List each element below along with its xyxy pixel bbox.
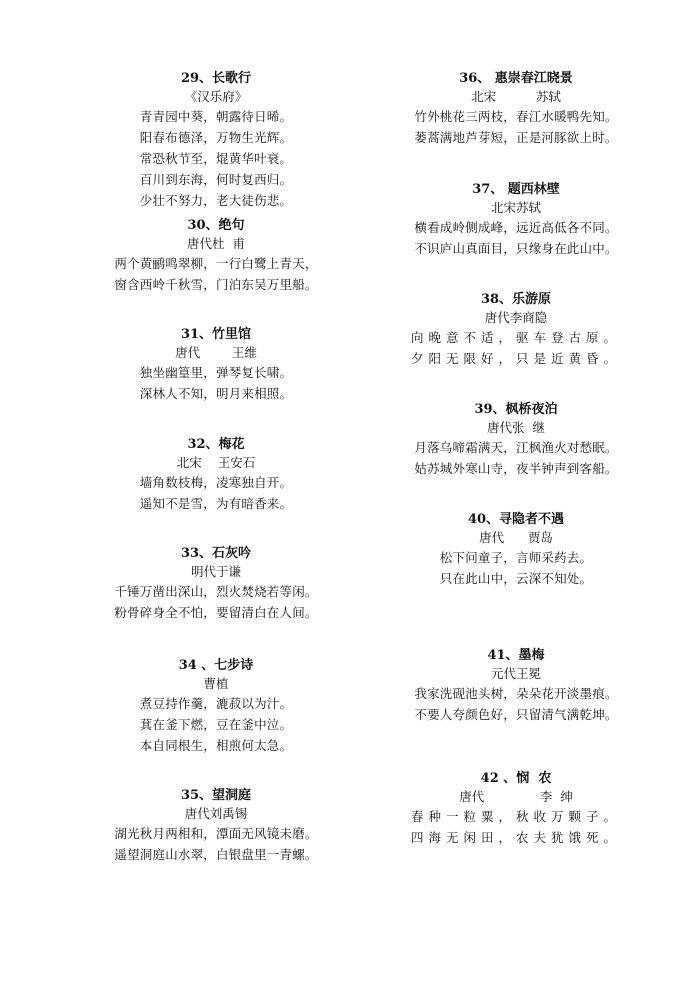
poem-title: 42 、悯 农 (480, 771, 552, 786)
poem-line: 百川到东海，何时复西归。 (139, 172, 293, 187)
poem-author: 曹植 (203, 676, 229, 691)
poem-author: 唐代张 继 (487, 420, 545, 435)
poem-title: 41、墨梅 (487, 648, 545, 663)
poem-author: 唐代杜 甫 (187, 236, 245, 251)
poem-line: 遥望洞庭山水翠，白银盘里一青螺。 (114, 847, 318, 862)
poem-39 (366, 401, 666, 479)
poem-30 (66, 217, 366, 295)
poem-line: 我家洗砚池头树，朵朵花开淡墨痕。 (414, 686, 618, 701)
poem-line: 横看成岭侧成峰，远近高低各不同。 (414, 220, 618, 235)
poem-line: 夕阳无限好，只是近黄昏。 (410, 351, 621, 366)
poem-title: 40、寻隐者不遇 (467, 512, 565, 527)
poem-line: 遥知不是雪，为有暗香来。 (139, 496, 293, 511)
poem-author: 明代于谦 (190, 564, 241, 579)
poem-line: 深林人不知，明月来相照。 (139, 386, 293, 401)
poem-title: 31、竹里馆 (180, 327, 252, 342)
poem-29 (66, 70, 366, 211)
poem-34 (66, 657, 366, 756)
poem-31 (66, 326, 366, 404)
poem-author: 唐代 李 绅 (459, 789, 573, 804)
poem-line: 春种一粒粟，秋收万颗子。 (410, 809, 621, 824)
poem-line: 四海无闲田，农夫犹饿死。 (410, 830, 621, 845)
poem-author: 北宋 王安石 (176, 455, 256, 470)
poem-33 (66, 545, 366, 623)
poem-line: 两个黄鹂鸣翠柳，一行白鹭上青天， (114, 256, 318, 271)
poem-author: 元代王冕 (490, 666, 541, 681)
poem-line: 向晚意不适，驱车登古原。 (410, 330, 621, 345)
poem-35 (66, 787, 366, 865)
poem-title: 29、长歌行 (180, 71, 252, 86)
poem-line: 常恐秋节至，焜黄华叶衰。 (139, 151, 293, 166)
poem-author: 北宋 苏轼 (471, 89, 561, 104)
poem-line: 阳春布德泽，万物生光辉。 (139, 130, 293, 145)
poem-title: 35、望洞庭 (180, 788, 252, 803)
poem-line: 粉骨碎身全不怕，要留清白在人间。 (114, 605, 318, 620)
poem-author: 唐代李商隐 (484, 310, 548, 325)
poem-line: 竹外桃花三两枝，春江水暖鸭先知。 (414, 109, 618, 124)
poem-title: 37、 题西林壁 (472, 182, 560, 197)
poem-title: 39、枫桥夜泊 (474, 402, 558, 417)
poem-line: 墙角数枝梅，凌寒独自开。 (139, 475, 293, 490)
poem-42 (366, 770, 666, 848)
poem-line: 月落乌啼霜满天，江枫渔火对愁眠。 (414, 440, 618, 455)
poem-line: 湖光秋月两相和，潭面无风镜未磨。 (114, 826, 318, 841)
poem-line: 窗含西岭千秋雪，门泊东吴万里船。 (114, 277, 318, 292)
poem-36 (366, 70, 666, 148)
poem-title: 30、绝句 (187, 218, 245, 233)
poem-line: 不识庐山真面目，只缘身在此山中。 (414, 241, 618, 256)
poem-line: 少壮不努力，老大徒伤悲。 (139, 193, 293, 208)
poem-author: 北宋苏轼 (490, 200, 541, 215)
poem-41 (366, 647, 666, 725)
poem-author: 唐代 贾岛 (479, 530, 553, 545)
poem-line: 本自同根生，相煎何太急。 (139, 738, 293, 753)
poem-40 (366, 511, 666, 589)
poem-line: 只在此山中，云深不知处。 (439, 571, 593, 586)
poem-line: 千锤万凿出深山，烈火焚烧若等闲。 (114, 584, 318, 599)
poem-32 (66, 436, 366, 514)
poem-author: 《汉乐府》 (184, 89, 248, 104)
poem-line: 煮豆持作羹，漉菽以为汁。 (139, 696, 293, 711)
poem-line: 松下问童子，言师采药去。 (439, 550, 593, 565)
poem-title: 38、乐游原 (480, 292, 552, 307)
poem-37 (366, 181, 666, 259)
poem-title: 32、梅花 (187, 437, 245, 452)
poem-title: 34 、七步诗 (178, 658, 254, 673)
poem-line: 不要人夸颜色好，只留清气满乾坤。 (414, 707, 618, 722)
poem-title: 36、 惠崇春江晓景 (459, 71, 573, 86)
poem-38 (366, 291, 666, 369)
poem-line: 蒌蒿满地芦芽短，正是河豚欲上时。 (414, 130, 618, 145)
poem-line: 姑苏城外寒山寺，夜半钟声到客船。 (414, 461, 618, 476)
poem-line: 青青园中葵，朝露待日晞。 (139, 109, 293, 124)
poem-title: 33、石灰吟 (180, 546, 252, 561)
poem-author: 唐代 王维 (175, 345, 257, 360)
poem-line: 萁在釜下燃，豆在釜中泣。 (139, 717, 293, 732)
poem-author: 唐代刘禹锡 (184, 806, 248, 821)
poem-line: 独坐幽篁里，弹琴复长啸。 (139, 365, 293, 380)
